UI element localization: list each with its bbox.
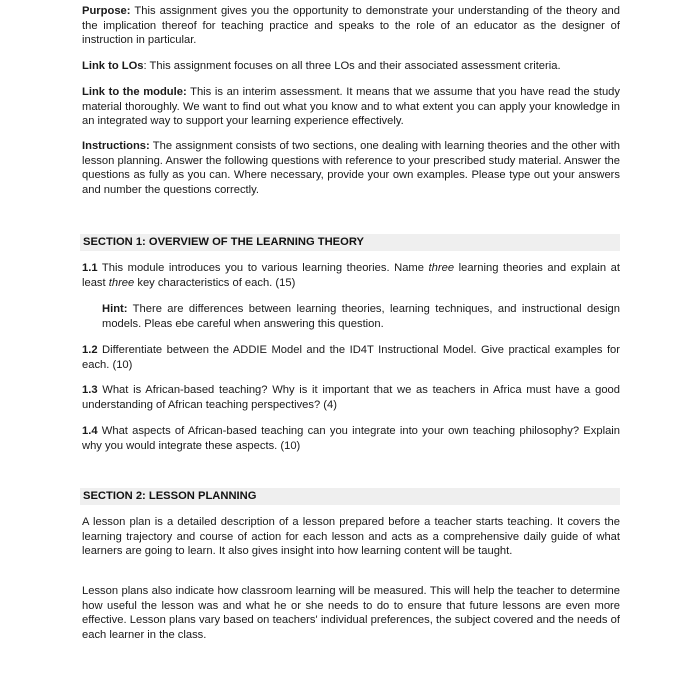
question-1-1-text-b: learning theories and explain at least — [82, 262, 620, 289]
question-1-2-text: Differentiate between the ADDIE Model and the ID4T Instructional Model. Give practical examples for each. (10) — [82, 344, 620, 371]
hint-label: Hint: — [102, 303, 128, 315]
instructions-paragraph — [82, 139, 620, 197]
link-module-label: Link to the module: — [82, 86, 187, 98]
hint-text: There are differences between learning theories, learning techniques, and instructional design models. Pleas ebe careful when answering this question. — [102, 303, 620, 330]
question-1-1-text-a: This module introduces you to various learning theories. Name — [97, 262, 429, 274]
link-los-paragraph — [82, 59, 620, 74]
instructions-text: The assignment consists of two sections, one dealing with learning theories and the other with lesson planning. Answer the following questions with reference to your prescribed study material. Answer the questions as fully as you can. Where necessary, provide your own examples. Please type out your answers and number the questions correctly. — [82, 140, 620, 196]
purpose-paragraph — [82, 4, 620, 48]
question-1-4-number: 1.4 — [82, 425, 98, 437]
purpose-label: Purpose: — [82, 5, 131, 17]
question-1-3 — [82, 383, 620, 412]
instructions-label: Instructions: — [82, 140, 150, 152]
link-los-label: Link to LOs — [82, 60, 144, 72]
section-2-heading: SECTION 2: LESSON PLANNING — [80, 488, 620, 505]
question-1-1-emphasis-b: three — [108, 276, 135, 289]
question-1-4 — [82, 424, 620, 453]
question-1-3-number: 1.3 — [82, 384, 98, 396]
link-module-text: This is an interim assessment. It means that we assume that you have read the study material thoroughly. We want to find out what you know and to what extent you can apply your knowledge in an integrated way to support your learning experience effectively. — [82, 86, 620, 128]
question-1-2 — [82, 343, 620, 372]
hint-paragraph — [102, 302, 620, 331]
question-1-1-text-c: key characteristics of each. (15) — [134, 276, 296, 289]
section-1-heading: SECTION 1: OVERVIEW OF THE LEARNING THEORY — [80, 234, 620, 251]
link-module-paragraph — [82, 85, 620, 129]
lesson-plan-paragraph-2: Lesson plans also indicate how classroom learning will be measured. This will help the teacher to determine how useful the lesson was and what he or she needs to do to ensure that future lessons are even more effective. Lesson plans vary based on teachers' individual preferences, the subject covered and the needs of each learner in the class. — [82, 585, 620, 641]
question-1-4-text: What aspects of African-based teaching can you integrate into your own teaching philosophy? Explain why you would integrate these aspects. (10) — [82, 425, 620, 452]
purpose-text: This assignment gives you the opportunity to demonstrate your understanding of the theory and the implication thereof for teaching practice and speaks to the role of an educator as the designer of instruction in particular. — [82, 5, 620, 47]
lesson-plan-paragraph-1: A lesson plan is a detailed description of a lesson prepared before a teacher starts teaching. It covers the learning trajectory and course of action for each lesson and acts as a comprehensive daily guide of what learners are going to learn. It also gives insight into how learning content will be taught. — [82, 516, 620, 558]
question-1-2-number: 1.2 — [82, 344, 98, 356]
question-1-1-emphasis-a: three — [428, 262, 455, 274]
question-1-3-text: What is African-based teaching? Why is it important that we as teachers in Africa must have a good understanding of African teaching perspectives? (4) — [82, 384, 620, 411]
link-los-text: : This assignment focuses on all three LOs and their associated assessment criteria. — [143, 60, 561, 72]
question-1-1-number: 1.1 — [82, 262, 98, 274]
question-1-1 — [82, 261, 620, 290]
